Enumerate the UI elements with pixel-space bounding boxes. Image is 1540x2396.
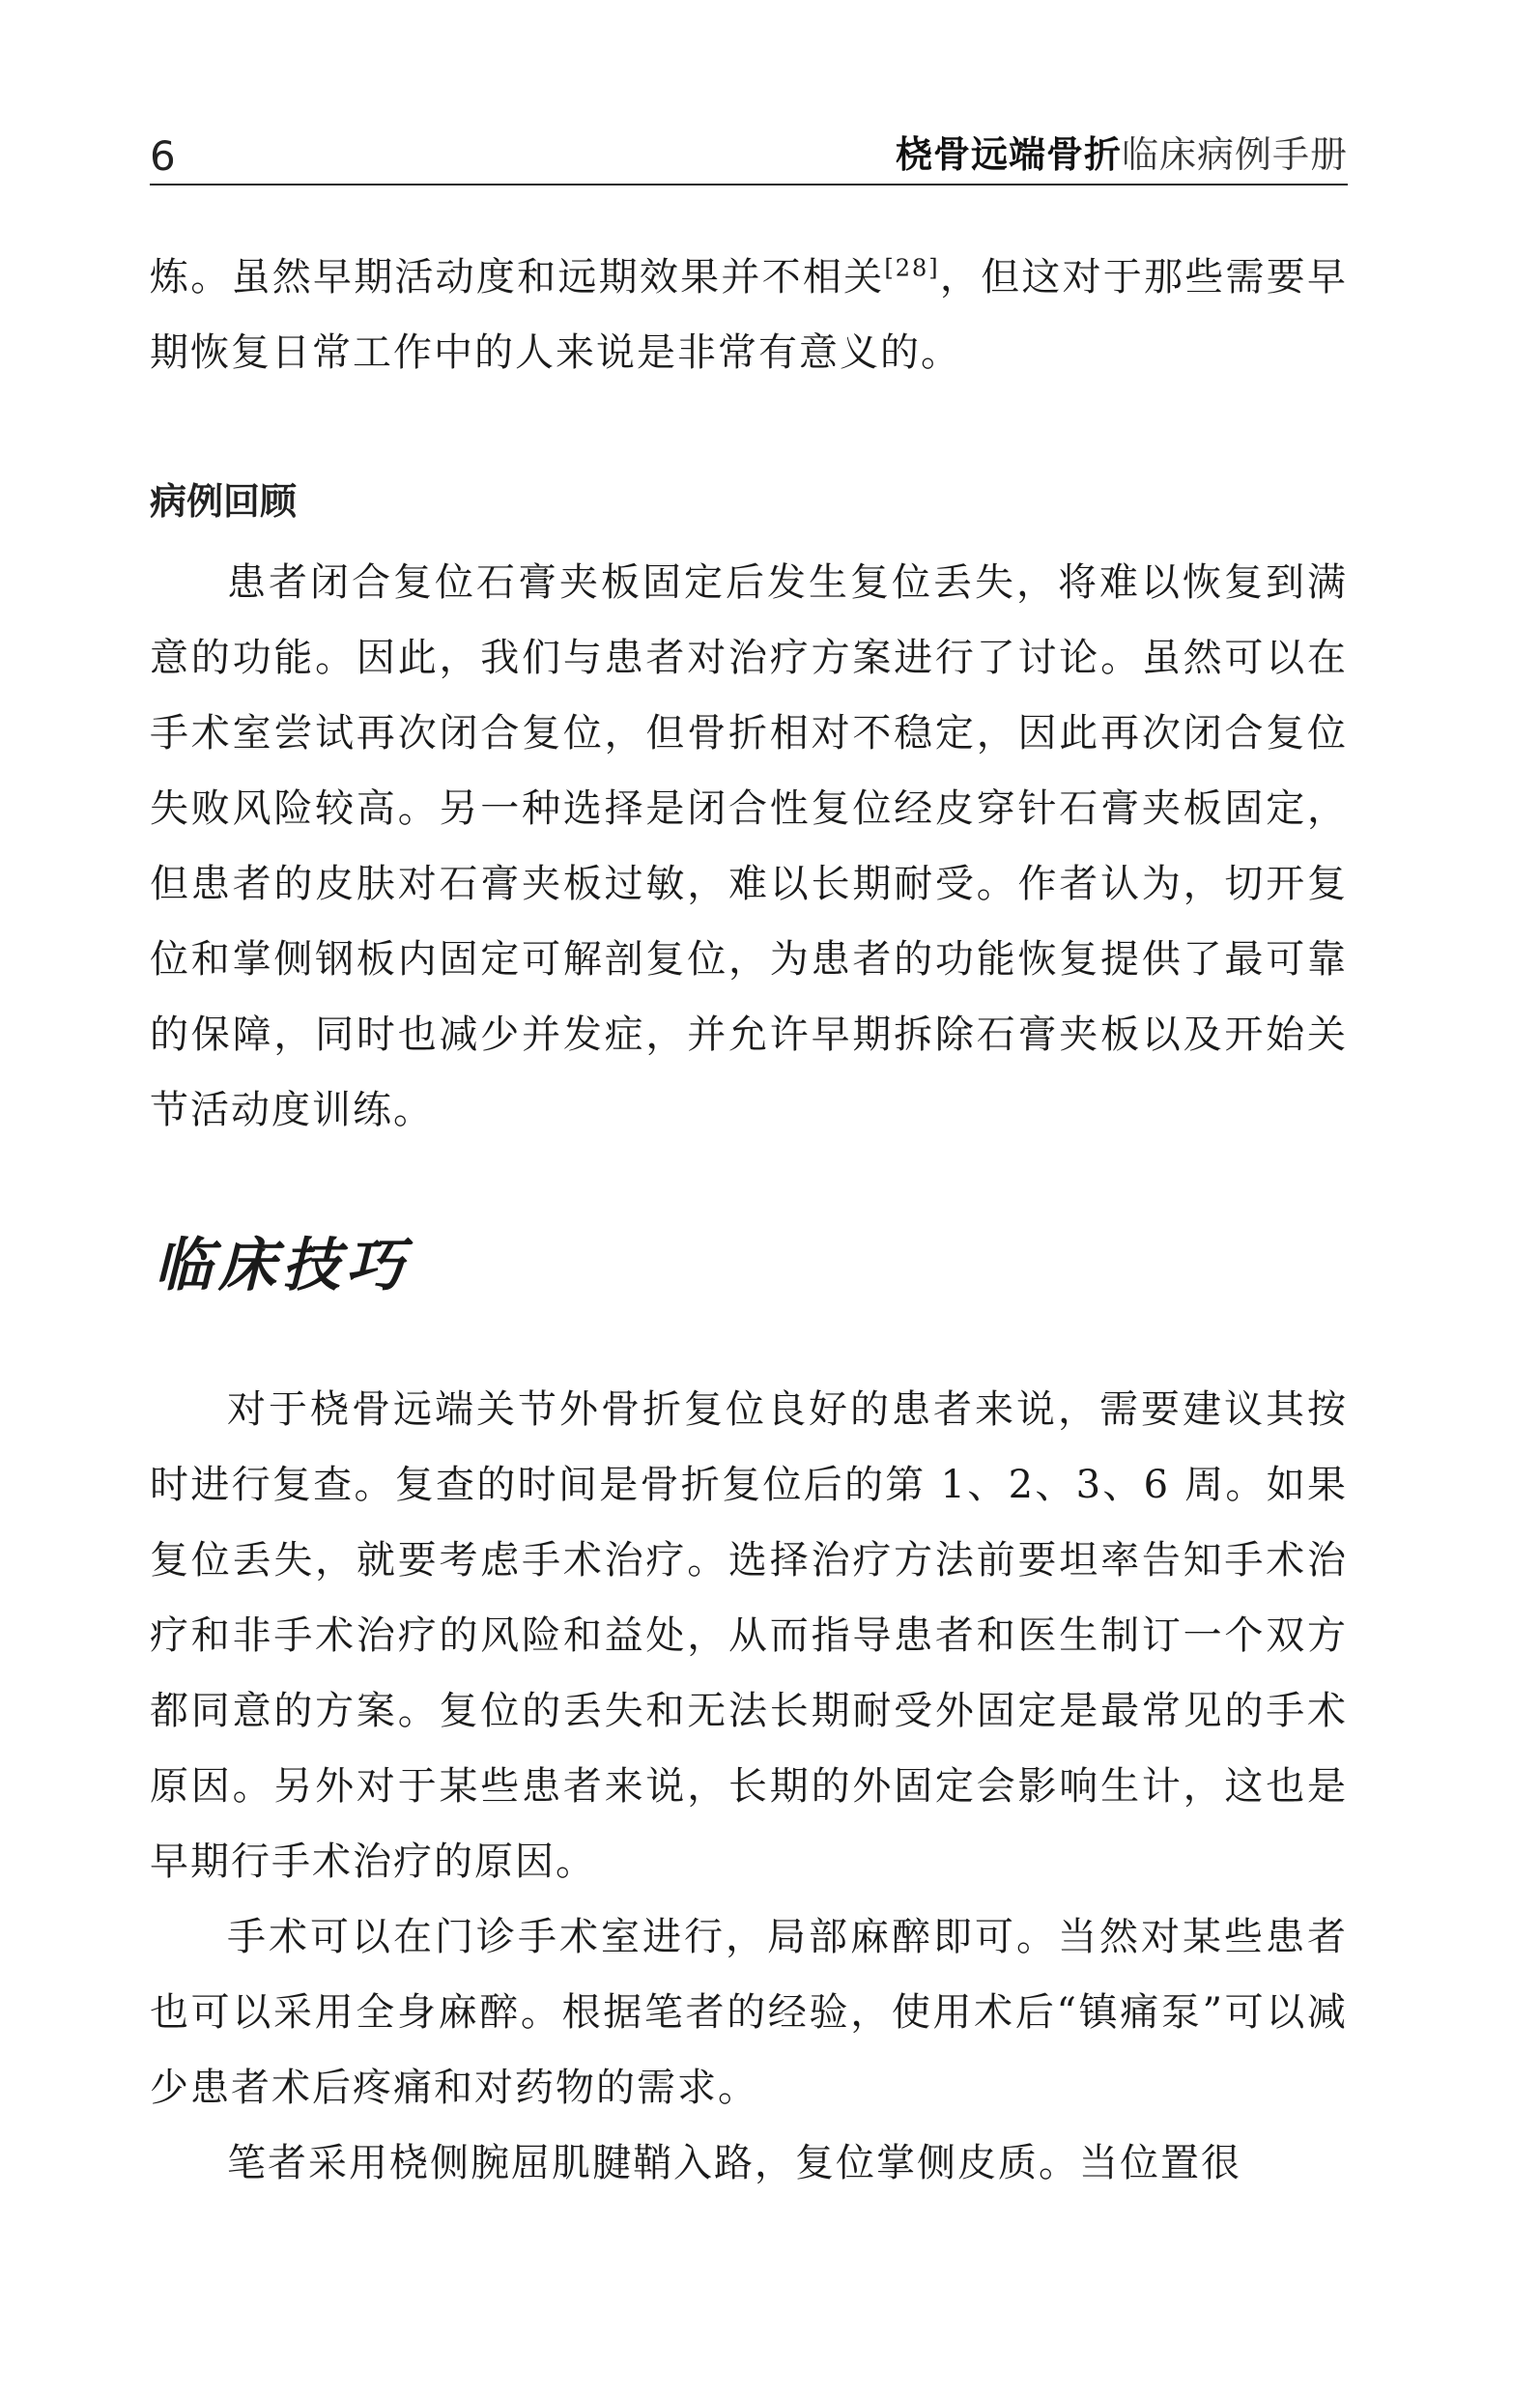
clinical-tips-paragraph-1: 对于桡骨远端关节外骨折复位良好的患者来说，需要建议其按时进行复查。复查的时间是骨折复位后的第 1、2、3、6 周。如果复位丢失，就要考虑手术治疗。选择治疗方法前要坦率告知手术治疗和非手术治疗的风险和益处，从而指导患者和医生制订一个双方都同意的方案。复位的丢失和无法长期耐受外固定是最常见的手术原因。另外对于某些患者来说，长期的外固定会影响生计，这也是早期行手术治疗的原因。 <box>150 1387 1348 1884</box>
clinical-tips-body <box>150 1372 1348 2201</box>
intro-text-part2: ，但这对于那些需要早期恢复日常工作中的人来说是非常有意义的。 <box>150 255 1349 375</box>
intro-text-part1: 炼。虽然早期活动度和远期效果并不相关 <box>150 255 885 300</box>
page-number: 6 <box>150 132 176 180</box>
case-review-heading: 病例回顾 <box>150 480 298 523</box>
running-title <box>896 125 1348 178</box>
running-title-bold: 桡骨远端骨折 <box>895 133 1122 176</box>
clinical-tips-paragraph-3: 笔者采用桡侧腕屈肌腱鞘入路，复位掌侧皮质。当位置很 <box>227 2141 1241 2185</box>
case-review-text: 患者闭合复位石膏夹板固定后发生复位丢失，将难以恢复到满意的功能。因此，我们与患者对治疗方案进行了讨论。虽然可以在手术室尝试再次闭合复位，但骨折相对不稳定，因此再次闭合复位失败风险较高。另一种选择是闭合性复位经皮穿针石膏夹板固定，但患者的皮肤对石膏夹板过敏，难以长期耐受。作者认为，切开复位和掌侧钢板内固定可解剖复位，为患者的功能恢复提供了最可靠的保障，同时也减少并发症，并允许早期拆除石膏夹板以及开始关节活动度训练。 <box>150 560 1348 1132</box>
running-title-rest: 临床病例手册 <box>1121 133 1348 176</box>
citation: [28] <box>884 254 940 282</box>
clinical-tips-title: 临床技巧 <box>155 1232 410 1299</box>
intro-paragraph <box>150 240 1348 390</box>
page-header <box>150 124 1348 185</box>
clinical-tips-paragraph-2: 手术可以在门诊手术室进行，局部麻醉即可。当然对某些患者也可以采用全身麻醉。根据笔者的经验，使用术后“镇痛泵”可以减少患者术后疼痛和对药物的需求。 <box>150 1915 1348 2110</box>
case-review-paragraph <box>150 545 1348 1148</box>
